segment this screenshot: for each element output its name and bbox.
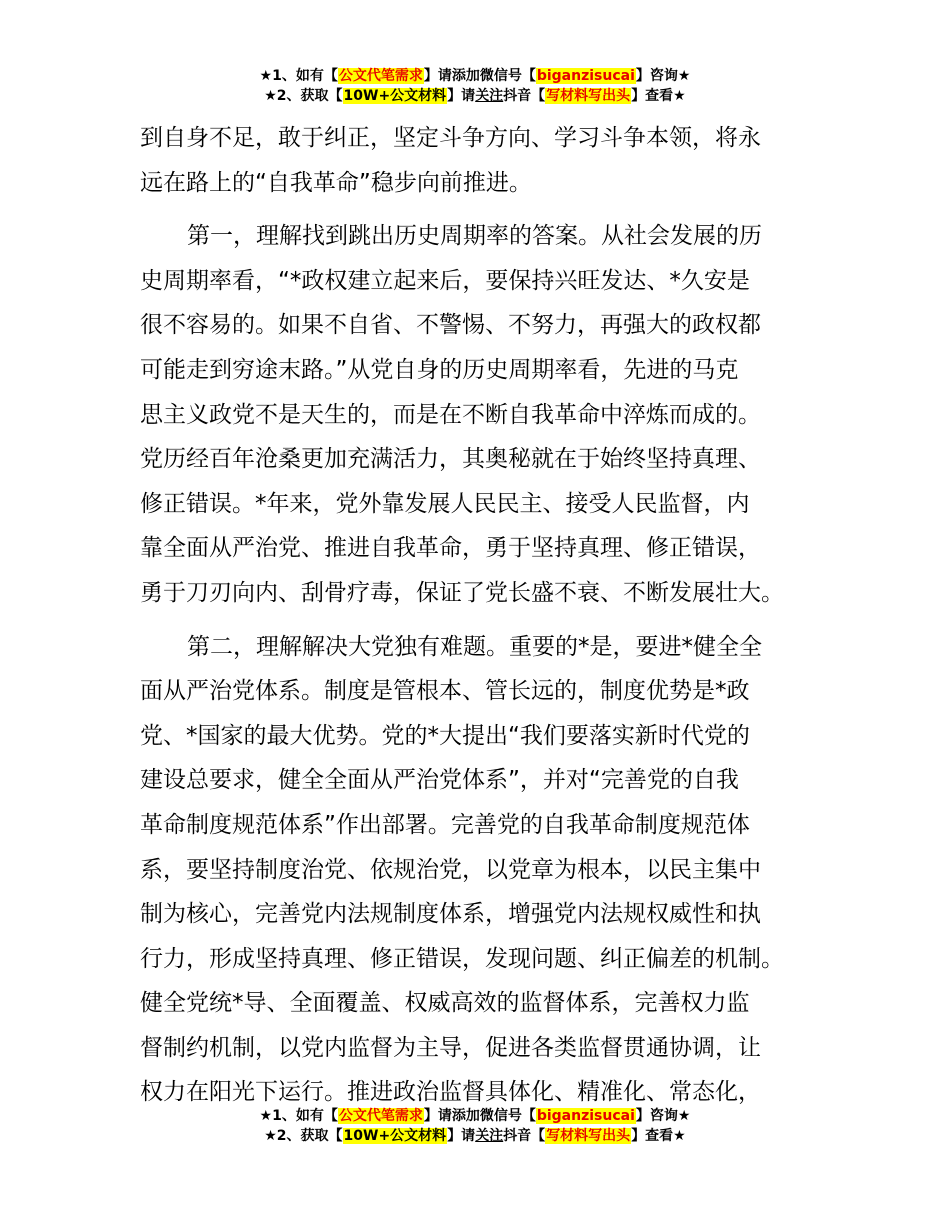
promo-text: 抖音【 [503, 88, 546, 104]
highlight-materials: 10W+公文材料 [343, 88, 447, 104]
body-line: 党历经百年沧桑更加充满活力，其奥秘就在于始终坚持真理、 [140, 446, 761, 473]
promo-text: ★1、如有【 [259, 1108, 338, 1124]
promo-text: ★1、如有【 [259, 68, 338, 84]
promo-text: 抖音【 [503, 1128, 546, 1144]
body-line: 制为核心，完善党内法规制度体系，增强党内法规权威性和执 [140, 901, 761, 928]
body-line: 勇于刀刃向内、刮骨疗毒，保证了党长盛不衰、不断发展壮大。 [140, 579, 784, 606]
promo-text: ★2、获取【 [264, 88, 343, 104]
body-line: 远在路上的“自我革命”稳步向前推进。 [140, 169, 532, 196]
body-line: 可能走到穷途末路。”从党自身的历史周期率看，先进的马克 [140, 356, 739, 383]
body-line: 靠全面从严治党、推进自我革命，勇于坚持真理、修正错误， [140, 535, 761, 562]
promo-line-2 [0, 1126, 950, 1146]
promo-text: 】请 [447, 88, 476, 104]
body-line: 党、*国家的最大优势。党的*大提出“我们要落实新时代党的 [140, 722, 750, 749]
highlight-wechat-id: biganzisucai [536, 1108, 635, 1124]
highlight-ghostwriting: 公文代笔需求 [338, 1108, 423, 1124]
body-line: 很不容易的。如果不自省、不警惕、不努力，再强大的政权都 [140, 312, 761, 339]
highlight-ghostwriting: 公文代笔需求 [338, 68, 423, 84]
top-promo-banner [0, 66, 950, 106]
paragraph-two-heading-line: 第二，理解解决大党独有难题。重要的*是，要进*健全全 [187, 633, 762, 660]
promo-text: 】请添加微信号【 [423, 1108, 536, 1124]
bottom-promo-banner [0, 1106, 950, 1146]
body-line: 建设总要求，健全全面从严治党体系”，并对“完善党的自我 [140, 767, 739, 794]
promo-text: ★2、获取【 [264, 1128, 343, 1144]
body-line: 革命制度规范体系”作出部署。完善党的自我革命制度规范体 [140, 811, 750, 838]
highlight-wechat-id: biganzisucai [536, 68, 635, 84]
highlight-douyin-account: 写材料写出头 [546, 88, 631, 104]
document-body [140, 116, 830, 1115]
body-line: 到自身不足，敢于纠正，坚定斗争方向、学习斗争本领，将永 [140, 125, 761, 151]
promo-text: 】查看★ [631, 1128, 686, 1144]
paragraph-one-heading-line: 第一，理解找到跳出历史周期率的答案。从社会发展的历 [187, 223, 762, 250]
promo-text: 】咨询★ [635, 1108, 691, 1124]
promo-line-1 [0, 66, 950, 86]
body-line: 督制约机制，以党内监督为主导，促进各类监督贯通协调，让 [140, 1034, 761, 1061]
body-line: 面从严治党体系。制度是管根本、管长远的，制度优势是*政 [140, 678, 750, 705]
promo-text: 】查看★ [631, 88, 686, 104]
promo-text: 】咨询★ [635, 68, 691, 84]
promo-line-1 [0, 1106, 950, 1126]
promo-text: 】请 [447, 1128, 476, 1144]
body-line: 行力，形成坚持真理、修正错误，发现问题、纠正偏差的机制。 [140, 945, 784, 972]
body-line: 健全党统*导、全面覆盖、权威高效的监督体系，完善权力监 [140, 990, 750, 1017]
highlight-douyin-account: 写材料写出头 [546, 1128, 631, 1144]
body-line: 思主义政党不是天生的，而是在不断自我革命中淬炼而成的。 [140, 401, 761, 428]
follow-underlined: 关注 [475, 1128, 504, 1144]
highlight-materials: 10W+公文材料 [343, 1128, 447, 1144]
body-line: 史周期率看，“*政权建立起来后，要保持兴旺发达、*久安是 [140, 267, 750, 294]
promo-line-2 [0, 86, 950, 106]
body-line: 权力在阳光下运行。推进政治监督具体化、精准化、常态化， [140, 1079, 761, 1106]
promo-text: 】请添加微信号【 [423, 68, 536, 84]
follow-underlined: 关注 [475, 88, 504, 104]
body-line: 系，要坚持制度治党、依规治党，以党章为根本，以民主集中 [140, 856, 761, 883]
body-line: 修正错误。*年来，党外靠发展人民民主、接受人民监督，内 [140, 490, 750, 517]
